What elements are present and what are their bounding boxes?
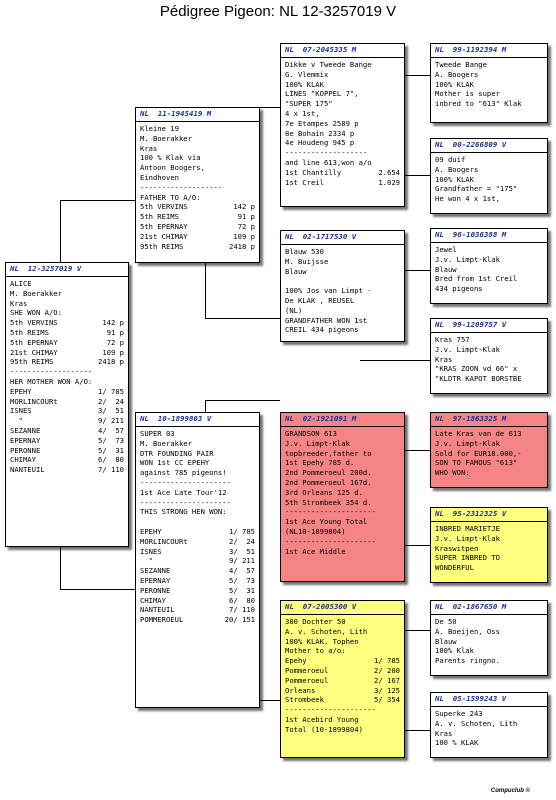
- result-row: Pommeroeul 2/ 200: [285, 666, 400, 676]
- connector: [205, 263, 206, 318]
- info-line: J.v. Limpt-Klak: [435, 344, 500, 354]
- separator: ---------------------: [285, 507, 376, 517]
- result-row: 1st Creil 1.029: [285, 177, 400, 187]
- separator: ---------------------: [140, 497, 231, 507]
- result-row: ISNES 3/ 51: [10, 406, 124, 416]
- info-line: 100% KLAK: [285, 79, 324, 89]
- result-row: 5th VERVINS 142 p: [10, 318, 124, 328]
- info-line: M. Boerakker: [10, 288, 62, 298]
- info-line: J.v. Limpt-Klak: [435, 254, 500, 264]
- result-row: ISNES 3/ 51: [140, 546, 255, 556]
- info-line: Kras: [140, 143, 158, 153]
- connector: [60, 200, 135, 201]
- info-line: LINES "KOPPEL 7",: [285, 89, 359, 99]
- info-line: 8e Bohain 2334 p: [285, 128, 355, 138]
- info-line: Antoon Boogers,: [140, 163, 205, 173]
- info-line: SUPER 03: [140, 429, 175, 439]
- result-row: PERONNE 5/ 31: [140, 585, 255, 595]
- info-line: FATHER TO A/O:: [140, 192, 201, 202]
- info-line: Blauw: [285, 266, 307, 276]
- dds-card[interactable]: [430, 600, 548, 676]
- info-line: topbreeder,father to: [285, 448, 372, 458]
- info-line: De KLAK , REUSEL: [285, 296, 355, 306]
- dam-sire-card[interactable]: [280, 412, 405, 582]
- info-line: J.v. Limpt-Klak: [435, 533, 500, 543]
- separator: -------------------: [140, 182, 223, 192]
- page-title: Pédigree Pigeon: NL 12-3257019 V: [159, 3, 397, 20]
- info-line: 7e Etampes 2589 p: [285, 118, 359, 128]
- result-row: EPERNAY 5/ 73: [140, 576, 255, 586]
- info-line: GRANDSON 613: [285, 429, 337, 439]
- info-line: Late Kras van de 613: [435, 429, 522, 439]
- result-row: 5th REIMS 91 p: [140, 212, 255, 222]
- result-row: NANTEUIL 7/ 110: [10, 465, 124, 475]
- info-line: Blauw: [435, 636, 457, 646]
- info-line: 100% KLAK: [435, 79, 474, 89]
- separator: ---------------------: [285, 536, 376, 546]
- ring-number: NL 12-3257019 V: [6, 263, 128, 277]
- info-line: 3rd Orleans 125 d.: [285, 487, 363, 497]
- info-line: "SUPER 175": [285, 99, 333, 109]
- info-line: WON 1st CC EPEHY: [140, 458, 210, 468]
- info-line: CREIL 434 pigeons: [285, 325, 359, 335]
- info-line: "KRAS ZOON vd 66" x: [435, 364, 518, 374]
- info-line: Blauw: [435, 264, 457, 274]
- result-row: 5th EPERNAY 72 p: [140, 222, 255, 232]
- info-line: Kleine 19: [140, 124, 179, 134]
- separator: ---------------------: [140, 478, 231, 488]
- info-line: Kraswitpen: [435, 543, 479, 553]
- info-line: SON TO FAMOUS "613": [435, 458, 518, 468]
- info-line: Kras: [10, 298, 28, 308]
- connector: [60, 589, 135, 590]
- info-line: 100 % KLAK: [435, 738, 479, 748]
- info-line: Parents ringno.: [435, 656, 500, 666]
- info-line: Dikke v Tweede Bange: [285, 60, 372, 70]
- result-row: 5th EPERNAY 72 p: [10, 337, 124, 347]
- info-line: inbred to "613" Klak: [435, 99, 522, 109]
- ssd-card[interactable]: [430, 138, 548, 214]
- info-line: 1st Ace Young Total: [285, 517, 368, 527]
- info-line: 100 % Klak via: [140, 153, 201, 163]
- info-line: 1st Ace Late Tour'12: [140, 487, 227, 497]
- connector: [205, 400, 280, 401]
- info-line: M. Boerakker: [140, 438, 192, 448]
- result-row: Orleans 3/ 125: [285, 685, 400, 695]
- info-line: [140, 517, 255, 527]
- info-line: 1st Epehy 785 d.: [285, 458, 355, 468]
- ring-number: NL 02-1717530 V: [281, 231, 404, 245]
- info-line: "KLDTR KAPOT BORSTBE: [435, 374, 522, 384]
- ring-number: NL 11-1945419 M: [136, 108, 259, 122]
- info-line: 5th Strombeek 354 d.: [285, 497, 372, 507]
- result-row: EPEHY 1/ 785: [10, 386, 124, 396]
- result-row: SEZANNE 4/ 57: [10, 426, 124, 436]
- info-line: 4 x 1st,: [285, 109, 320, 119]
- info-line: Eindhoven: [140, 173, 179, 183]
- info-line: 1st Ace Middle: [285, 546, 346, 556]
- info-line: Sold for EUR18.000,-: [435, 448, 522, 458]
- result-row: " 9/ 211: [10, 416, 124, 426]
- info-line: 300 Dochter 50: [285, 617, 346, 627]
- result-row: Epehy 1/ 785: [285, 656, 400, 666]
- info-line: A. Boeijen, Oss: [435, 626, 500, 636]
- ring-number: NL 05-1599243 V: [431, 693, 547, 707]
- info-line: 100% Klak: [435, 646, 474, 656]
- info-line: Total (10-1899804): [285, 724, 363, 734]
- info-line: Bred from 1st Creil: [435, 274, 518, 284]
- result-row: CHIMAY 6/ 80: [10, 455, 124, 465]
- result-row: EPEHY 1/ 785: [140, 527, 255, 537]
- separator: ---------------------: [285, 705, 376, 715]
- info-line: INBRED MARIETJE: [435, 524, 500, 534]
- info-line: G. Vlemmix: [285, 69, 329, 79]
- result-row: Strombeek 5/ 354: [285, 695, 400, 705]
- result-row: MORLINCOURt 2/ 24: [140, 536, 255, 546]
- result-row: 5th VERVINS 142 p: [140, 202, 255, 212]
- info-line: A. v. Schoten, Lith: [435, 718, 518, 728]
- info-line: 100% KLAK. Tophen: [285, 636, 359, 646]
- sss-card[interactable]: [430, 43, 548, 123]
- separator: -------------------: [285, 148, 368, 158]
- result-row: MORLINCOURt 2/ 24: [10, 396, 124, 406]
- info-line: WHO WON:: [435, 468, 470, 478]
- ring-number: NL 02-1867650 M: [431, 601, 547, 615]
- connector: [205, 318, 280, 319]
- info-line: against 785 pigeons!: [140, 468, 227, 478]
- ring-number: NL 96-1036388 M: [431, 229, 547, 243]
- result-row: 95th REIMS 2418 p: [140, 241, 255, 251]
- info-line: A. Boogers: [435, 164, 479, 174]
- ring-number: NL 97-1863325 M: [431, 413, 547, 427]
- result-row: 21st CHIMAY 109 p: [10, 347, 124, 357]
- info-line: (NL): [285, 305, 303, 315]
- info-line: 434 pigeons: [435, 284, 483, 294]
- info-line: Kras: [435, 354, 453, 364]
- sds-card[interactable]: [430, 228, 548, 304]
- info-line: He won 4 x 1st,: [435, 194, 500, 204]
- connector: [205, 400, 206, 412]
- result-row: EPERNAY 5/ 73: [10, 435, 124, 445]
- result-row: 1st Chantilly 2.654: [285, 167, 400, 177]
- info-line: SUPER INBRED TO: [435, 553, 500, 563]
- info-line: J.v. Limpt-Klak: [285, 438, 350, 448]
- info-line: Superke 243: [435, 709, 483, 719]
- info-line: DTR FOUNDING PAIR: [140, 448, 214, 458]
- result-row: PERONNE 5/ 31: [10, 445, 124, 455]
- info-line: (NL10-1899804): [285, 527, 346, 537]
- ring-number: NL 02-1921091 M: [281, 413, 404, 427]
- footer-credit: Compuclub ©: [490, 788, 530, 794]
- info-line: HER MOTHER WON A/O:: [10, 377, 93, 387]
- sire-card[interactable]: [135, 107, 260, 263]
- ring-number: NL 07-2005300 V: [281, 601, 404, 615]
- ring-number: NL 10-1899803 V: [136, 413, 259, 427]
- dam-dam-card[interactable]: [280, 600, 405, 758]
- result-row: POMMEROEUL 20/ 151: [140, 615, 255, 625]
- info-line: Mother is super: [435, 89, 500, 99]
- result-row: Pommeroeul 2/ 167: [285, 675, 400, 685]
- ring-number: NL 99-1192394 M: [431, 44, 547, 58]
- info-line: 2nd Pommeroeul 200d.: [285, 468, 372, 478]
- result-row: 95th REIMS 2418 p: [10, 357, 124, 367]
- ring-number: NL 99-1209757 V: [431, 319, 547, 333]
- info-line: J.v. Limpt-Klak: [435, 438, 500, 448]
- ring-number: NL 07-2045335 M: [281, 44, 404, 58]
- info-line: Kras 757: [435, 335, 470, 345]
- info-line: Blauw 530: [285, 247, 324, 257]
- result-row: 21st CHIMAY 109 p: [140, 231, 255, 241]
- connector: [360, 360, 430, 361]
- connector: [60, 547, 61, 589]
- info-line: 09 duif: [435, 155, 466, 165]
- info-line: M. Buijsse: [285, 256, 329, 266]
- ddd-card[interactable]: [430, 692, 548, 758]
- info-line: THIS STRONG HEN WON:: [140, 507, 227, 517]
- info-line: Grandfather = "175": [435, 184, 518, 194]
- info-line: [285, 276, 400, 286]
- info-line: M. Boerakker: [140, 133, 192, 143]
- ring-number: NL 00-2266809 V: [431, 139, 547, 153]
- info-line: Mother to a/o:: [285, 646, 346, 656]
- info-line: 1st Acebird Young: [285, 715, 359, 725]
- result-row: SEZANNE 4/ 57: [140, 566, 255, 576]
- info-line: 100% KLAK: [435, 174, 474, 184]
- info-line: SHE WON A/O:: [10, 308, 62, 318]
- sire-sire-card[interactable]: [280, 43, 405, 207]
- info-line: Kras: [435, 728, 453, 738]
- dam-card[interactable]: [135, 412, 260, 708]
- result-row: NANTEUIL 7/ 110: [140, 605, 255, 615]
- info-line: A. Boogers: [435, 69, 479, 79]
- info-line: 100% Jos van Limpt -: [285, 286, 372, 296]
- info-line: A. v. Schoten, Lith: [285, 626, 368, 636]
- sdd-card[interactable]: [430, 318, 548, 394]
- subject-card[interactable]: [5, 262, 129, 547]
- info-line: 2nd Pommeroeul 167d.: [285, 478, 372, 488]
- dss-card[interactable]: [430, 412, 548, 488]
- info-line: Tweede Bange: [435, 60, 487, 70]
- dsd-card[interactable]: [430, 507, 548, 583]
- info-line: De 50: [435, 617, 457, 627]
- connector: [60, 200, 61, 262]
- info-line: Jewel: [435, 245, 457, 255]
- result-row: " 9/ 211: [140, 556, 255, 566]
- result-row: CHIMAY 6/ 80: [140, 595, 255, 605]
- info-line: ALICE: [10, 279, 32, 289]
- result-row: 5th REIMS 91 p: [10, 328, 124, 338]
- info-line: and line 613,won a/o: [285, 158, 372, 168]
- separator: -------------------: [10, 367, 93, 377]
- info-line: 4e Houdeng 945 p: [285, 138, 355, 148]
- info-line: GRANDFATHER WON 1st: [285, 315, 368, 325]
- info-line: WONDERFUL: [435, 563, 474, 573]
- ring-number: NL 95-2312325 V: [431, 508, 547, 522]
- sire-dam-card[interactable]: [280, 230, 405, 342]
